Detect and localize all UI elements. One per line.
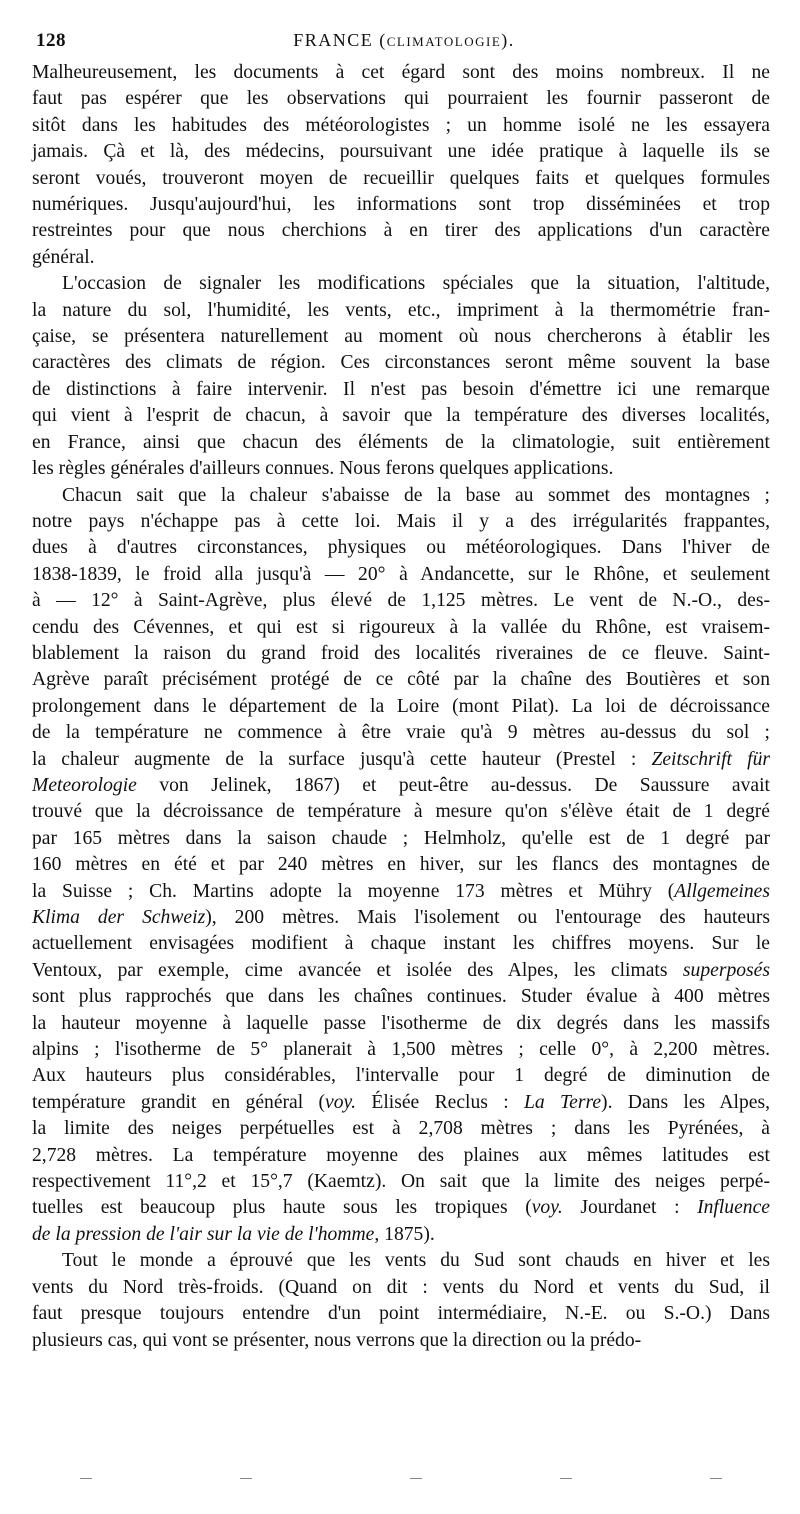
text-line: faut presque toujours entendre d'un point intermédiaire, N.-E. ou S.-O.) Dans xyxy=(32,1303,770,1325)
running-head-subtitle: CLIMATOLOGIE xyxy=(386,34,502,49)
text-line: dues à d'autres circonstances, physiques ou météorologiques. Dans l'hiver de xyxy=(32,537,770,559)
page-body xyxy=(32,60,770,1354)
text-line: 160 mètres en été et par 240 mètres en hiver, sur les flancs des montagnes de xyxy=(32,854,770,876)
text-line: la chaleur augmente de la surface jusqu'à cette hauteur (Prestel : Zeitschrift für xyxy=(32,748,771,770)
text-line: la hauteur moyenne à laquelle passe l'isotherme de dix degrés dans les massifs xyxy=(32,1012,770,1034)
running-head-title: FRANCE ( xyxy=(293,30,387,50)
text-line: de distinctions à faire intervenir. Il n'est pas besoin d'émettre ici une remarque xyxy=(32,378,770,400)
text-line: qui vient à l'esprit de chacun, à savoir que la température des diverses localités, xyxy=(32,405,770,427)
margin-mark xyxy=(240,1478,252,1479)
text-line: 1838-1839, le froid alla jusqu'à — 20° à Andancette, sur le Rhône, et seulement xyxy=(32,563,770,585)
text-line: les règles générales d'ailleurs connues. Nous ferons quelques applications. xyxy=(32,458,614,480)
text-line: Ventoux, par exemple, cime avancée et isolée des Alpes, les climats superposés xyxy=(32,959,770,981)
text-line: la nature du sol, l'humidité, les vents, etc., impriment à la thermométrie fran- xyxy=(32,299,770,321)
text-line: L'occasion de signaler les modifications spéciales que la situation, l'altitude, xyxy=(62,273,770,295)
text-line: Meteorologie von Jelinek, 1867) et peut-être au-dessus. De Saussure avait xyxy=(32,774,770,796)
text-line: sont plus rapprochés que dans les chaînes continues. Studer évalue à 400 mètres xyxy=(32,986,770,1008)
paragraph xyxy=(32,483,770,1249)
text-line: par 165 mètres dans la saison chaude ; Helmholz, qu'elle est de 1 degré par xyxy=(32,827,770,849)
text-line: général. xyxy=(32,246,95,268)
text-line: en France, ainsi que chacun des éléments de la climatologie, suit entièrement xyxy=(32,431,770,453)
text-line: faut pas espérer que les observations qui pourraient les fournir passeront de xyxy=(32,88,770,110)
text-line: à — 12° à Saint-Agrève, plus élevé de 1,125 mètres. Le vent de N.-O., des- xyxy=(32,590,770,612)
text-line: caractères des climats de région. Ces circonstances seront même souvent la base xyxy=(32,352,770,374)
text-line: numériques. Jusqu'aujourd'hui, les informations sont trop disséminées et trop xyxy=(32,194,770,216)
text-line: Klima der Schweiz), 200 mètres. Mais l'isolement ou l'entourage des hauteurs xyxy=(32,907,770,928)
margin-mark xyxy=(80,1478,92,1479)
text-line: Agrève paraît précisément protégé de ce côté par la chaîne des Boutières et son xyxy=(32,669,770,691)
page-number: 128 xyxy=(36,30,66,51)
text-line: sitôt dans les habitudes des météorologistes ; un homme isolé ne les essayera xyxy=(32,114,770,136)
text-line: de la pression de l'air sur la vie de l'homme, 1875). xyxy=(32,1223,435,1245)
text-line: alpins ; l'isotherme de 5° planerait à 1,500 mètres ; celle 0°, à 2,200 mètres. xyxy=(32,1039,770,1061)
margin-mark xyxy=(410,1478,422,1479)
margin-mark xyxy=(560,1478,572,1479)
running-head xyxy=(36,30,772,51)
text-line: Aux hauteurs plus considérables, l'intervalle pour 1 degré de diminution de xyxy=(32,1065,770,1087)
text-line: actuellement envisagées modifient à chaque instant les chiffres moyens. Sur le xyxy=(32,933,770,955)
bottom-margin-marks xyxy=(80,1478,720,1486)
text-line: restreintes pour que nous cherchions à en tirer des applications d'un caractère xyxy=(32,220,770,242)
text-line: de la température ne commence à être vraie qu'à 9 mètres au-dessus du sol ; xyxy=(32,722,770,744)
text-line: Chacun sait que la chaleur s'abaisse de la base au sommet des montagnes ; xyxy=(62,484,770,506)
text-line: jamais. Çà et là, des médecins, poursuivant une idée pratique à laquelle ils se xyxy=(32,141,770,163)
text-line: la limite des neiges perpétuelles est à 2,708 mètres ; dans les Pyrénées, à xyxy=(32,1118,770,1140)
running-head-close: ). xyxy=(501,30,515,50)
paragraph xyxy=(32,271,770,482)
margin-mark xyxy=(710,1478,722,1479)
page-header xyxy=(36,30,772,58)
text-line: çaise, se présentera naturellement au moment où nous chercherons à établir les xyxy=(32,326,770,348)
text-line: température grandit en général (voy. Élisée Reclus : La Terre). Dans les Alpes, xyxy=(32,1091,771,1113)
text-line: Malheureusement, les documents à cet égard sont des moins nombreux. Il ne xyxy=(32,62,770,83)
text-line: notre pays n'échappe pas à cette loi. Mais il y a des irrégularités frappantes, xyxy=(32,510,770,532)
text-line: tuelles est beaucoup plus haute sous les tropiques (voy. Jourdanet : Influence xyxy=(32,1197,770,1219)
text-line: seront voués, trouveront moyen de recueillir quelques faits et quelques formules xyxy=(32,167,770,189)
text-line: trouvé que la décroissance de température à mesure qu'on s'élève était de 1 degré xyxy=(32,801,770,823)
text-line: Tout le monde a éprouvé que les vents du Sud sont chauds en hiver et les xyxy=(62,1250,770,1272)
text-line: vents du Nord très-froids. (Quand on dit : vents du Nord et vents du Sud, il xyxy=(32,1276,770,1298)
paragraph xyxy=(32,60,770,271)
text-line: prolongement dans le département de la Loire (mont Pilat). La loi de décroissance xyxy=(32,695,770,717)
text-line: blablement la raison du grand froid des localités riveraines de ce fleuve. Saint- xyxy=(32,642,770,664)
text-line: respectivement 11°,2 et 15°,7 (Kaemtz). On sait que la limite des neiges perpé- xyxy=(32,1171,770,1193)
text-line: la Suisse ; Ch. Martins adopte la moyenne 173 mètres et Mühry (Allgemeines xyxy=(32,880,770,902)
paragraph xyxy=(32,1248,770,1354)
text-line: 2,728 mètres. La température moyenne des plaines aux mêmes latitudes est xyxy=(32,1144,770,1166)
text-line: plusieurs cas, qui vont se présenter, nous verrons que la direction ou la prédo- xyxy=(32,1329,642,1351)
text-line: cendu des Cévennes, et qui est si rigoureux à la vallée du Rhône, est vraisem- xyxy=(32,616,770,638)
